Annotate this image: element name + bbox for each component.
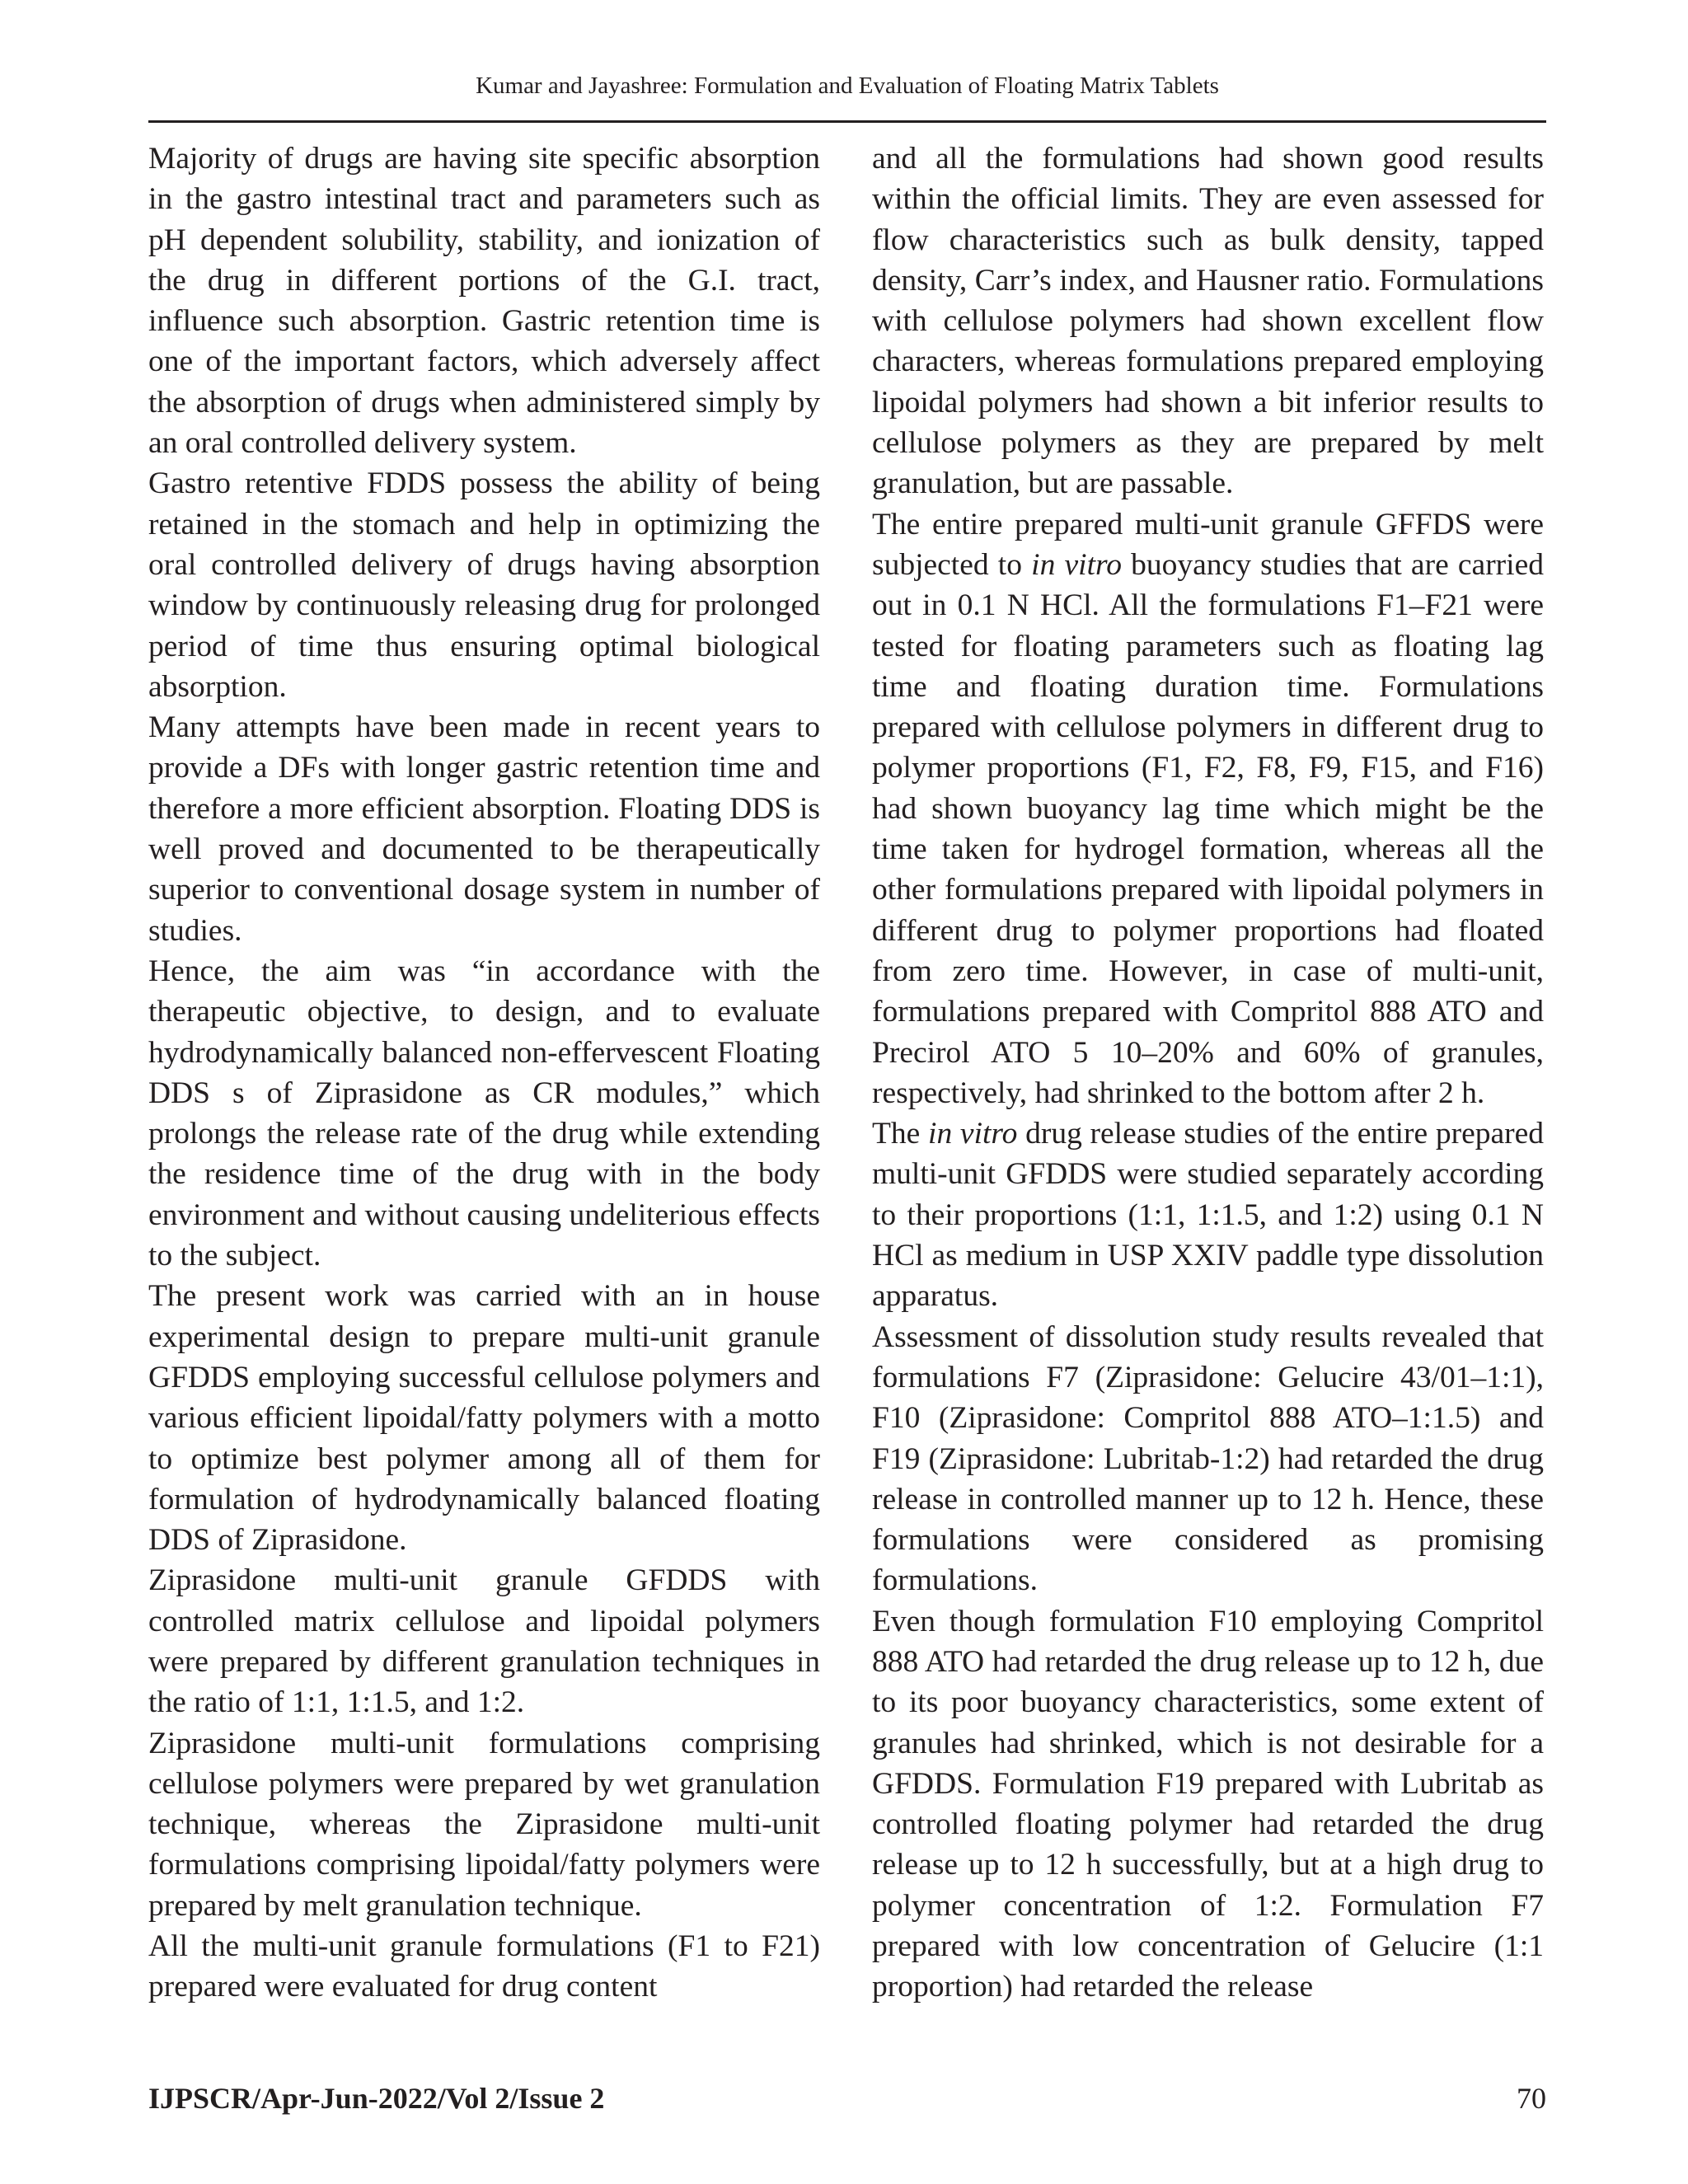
paragraph-evaluation-start: All the multi-unit granule formulations (F1 to F21) prepared were evaluated for drug content: [148, 1929, 820, 2004]
paragraph-aim: Hence, the aim was “in accordance with the therapeutic objective, to design, and to evaluate hydrodynamically balanced non-effervescent Floating DDS s of Ziprasidone as CR modules,” which prolongs the release rate of the drug while extending the residence time of the drug with in the body environment and without causing undeliterious effects to the subject.: [148, 954, 820, 1273]
buoyancy-text-rest: buoyancy studies that are carried out in 0.1 N HCl. All the formulations F1–F21 were tested for floating parameters such as floating lag time and floating duration time. Formulations prepared with cellulose polymers in different drug to polymer proportions (F1, F2, F8, F9, F15, and F16) had shown buoyancy lag time which might be the time taken for hydrogel formation, whereas all the other formulations prepared with lipoidal polymers in different drug to polymer proportions had floated from zero time. However, in case of multi-unit, formulations prepared with Compritol 888 ATO and Precirol ATO 5 10–20% and 60% of granules, respectively, had shrinked to the bottom after 2 h.: [872, 547, 1544, 1110]
right-column: [872, 138, 1544, 2008]
paragraph-drug-release: [872, 1113, 1544, 1316]
paragraph-formulation-comparison: Even though formulation F10 employing Compritol 888 ATO had retarded the drug release up to 12 h, due to its poor buoyancy characteristics, some extent of granules had shrinked, which is not desirable for a GFDDS. Formulation F19 prepared with Lubritab as controlled floating polymer had retarded the drug release up to 12 h successfully, but at a high drug to polymer concentration of 1:2. Formulation F7 prepared with low concentration of Gelucire (1:1 proportion) had retarded the release: [872, 1604, 1544, 2004]
paragraph-flow-characteristics: and all the formulations had shown good results within the official limits. They are even assessed for flow characteristics such as bulk density, tapped density, Carr’s index, and Hausner ratio. Formulations with cellulose polymers had shown excellent flow characters, whereas formulations prepared employing lipoidal polymers had shown a bit inferior results to cellulose polymers as they are prepared by melt granulation, but are passable.: [872, 142, 1544, 501]
in-vitro-term: in vitro: [1031, 547, 1122, 582]
running-header-title: Kumar and Jayashree: Formulation and Evaluation of Floating Matrix Tablets: [476, 73, 1219, 99]
paragraph-granulation-techniques: Ziprasidone multi-unit formulations comprising cellulose polymers were prepared by wet granulation technique, whereas the Ziprasidone multi-unit formulations comprising lipoidal/fatty polymers were prepared by melt granulation technique.: [148, 1726, 820, 1923]
buoyancy-text-start: The entire prepared multi-unit granule GFFDS were subjected to: [872, 507, 1544, 582]
left-column: [148, 138, 820, 2008]
header-divider: [148, 120, 1546, 123]
paragraph-dissolution-assessment: Assessment of dissolution study results revealed that formulations F7 (Ziprasidone: Gelucire 43/01–1:1), F10 (Ziprasidone: Compritol 888 ATO–1:1.5) and F19 (Ziprasidone: Lubritab-1:2) had retarded the drug release in controlled manner up to 12 h. Hence, these formulations were considered as promising formulations.: [872, 1319, 1544, 1598]
release-text-rest: drug release studies of the entire prepared multi-unit GFDDS were studied separately according to their proportions (1:1, 1:1.5, and 1:2) using 0.1 N HCl as medium in USP XXIV paddle type dissolution apparatus.: [872, 1117, 1544, 1314]
footer-journal-info: IJPSCR/Apr-Jun-2022/Vol 2/Issue 2: [148, 2082, 605, 2115]
paragraph-granule-preparation: Ziprasidone multi-unit granule GFDDS with controlled matrix cellulose and lipoidal polymers were prepared by different granulation techniques in the ratio of 1:1, 1:1.5, and 1:2.: [148, 1563, 820, 1720]
in-vitro-term: in vitro: [928, 1117, 1018, 1151]
paragraph-gastro-retentive-fdds: Gastro retentive FDDS possess the ability of being retained in the stomach and help in optimizing the oral controlled delivery of drugs having absorption window by continuously releasing drug for prolonged period of time thus ensuring optimal biological absorption.: [148, 466, 820, 704]
paragraph-drug-absorption: Majority of drugs are having site specific absorption in the gastro intestinal tract and parameters such as pH dependent solubility, stability, and ionization of the drug in different portions of the G.I. tract, influence such absorption. Gastric retention time is one of the important factors, which adversely affect the absorption of drugs when administered simply by an oral controlled delivery system.: [148, 142, 820, 461]
paragraph-attempts: Many attempts have been made in recent years to provide a DFs with longer gastric retention time and therefore a more efficient absorption. Floating DDS is well proved and documented to be therapeutically superior to conventional dosage system in number of studies.: [148, 710, 820, 948]
page-number: 70: [1517, 2082, 1546, 2115]
paragraph-present-work: The present work was carried with an in house experimental design to prepare multi-unit granule GFDDS employing successful cellulose polymers and various efficient lipoidal/fatty polymers with a motto to optimize best polymer among all of them for formulation of hydrodynamically balanced floating DDS of Ziprasidone.: [148, 1279, 820, 1558]
paragraph-buoyancy-studies: [872, 504, 1544, 1113]
release-text-start: The: [872, 1117, 929, 1151]
